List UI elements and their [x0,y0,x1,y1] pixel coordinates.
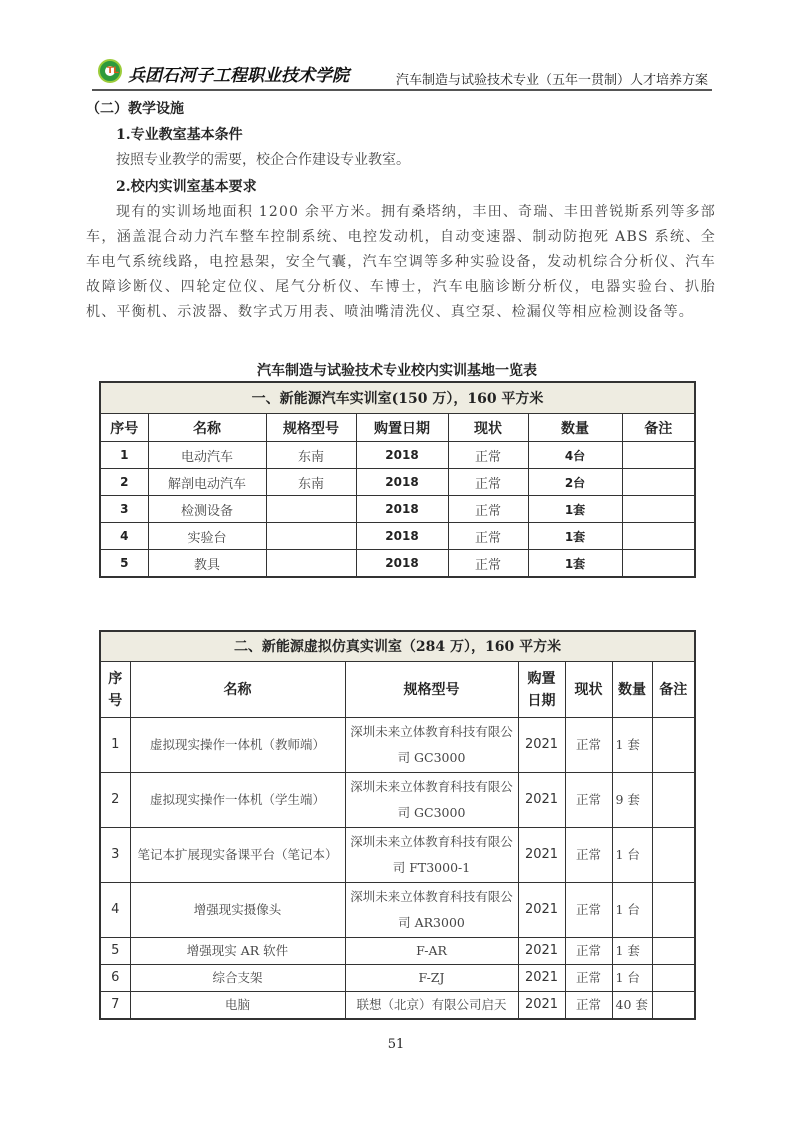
table-cell: 40 套 [612,992,652,1020]
table-cell: 2018 [356,442,448,469]
document-title: 汽车制造与试验技术专业（五年一贯制）人才培养方案 [395,73,708,88]
table-cell: 2台 [528,469,622,496]
table-cell: 深圳未来立体教育科技有限公司 AR3000 [345,883,518,938]
column-header: 名称 [148,414,266,442]
table-cell: 1套 [528,496,622,523]
table-cell: 1 台 [612,965,652,992]
table-cell: 2021 [518,828,565,883]
table-row [100,442,695,469]
table-cell: 2018 [356,496,448,523]
table-cell: 教具 [148,550,266,578]
table-cell: 增强现实摄像头 [130,883,345,938]
school-logo-icon: TL [98,59,122,83]
column-header: 数量 [612,662,652,718]
table-cell [266,523,356,550]
table-cell: 2018 [356,550,448,578]
subsection-heading-1: 1.专业教室基本条件 [116,127,243,143]
table-cell: 6 [100,965,130,992]
table-cell [652,828,695,883]
table-title: 一、新能源汽车实训室(150 万），160 平方米 [100,382,695,414]
column-header: 备注 [652,662,695,718]
table-cell: 虚拟现实操作一体机（教师端） [130,718,345,773]
column-header: 规格型号 [266,414,356,442]
table-cell [652,718,695,773]
section-body [86,96,716,326]
table-cell: 1 [100,442,148,469]
table-row [100,718,695,773]
table-cell [622,550,695,578]
table-header-row [100,662,695,718]
column-header: 序号 [100,662,130,718]
table-cell: 4 [100,523,148,550]
table-cell: 7 [100,992,130,1020]
table-cell: 正常 [565,992,612,1020]
table-cell [266,550,356,578]
table-cell: 3 [100,828,130,883]
table-cell: 检测设备 [148,496,266,523]
page-number: 51 [387,1037,405,1052]
table-cell: 正常 [448,550,528,578]
table-cell [622,469,695,496]
table-cell: 正常 [565,883,612,938]
table-cell: 解剖电动汽车 [148,469,266,496]
table-cell: 2 [100,469,148,496]
table-cell: 1 台 [612,883,652,938]
table-cell: 5 [100,550,148,578]
column-header: 规格型号 [345,662,518,718]
section-heading: （二）教学设施 [86,101,184,117]
table-cell: 深圳未来立体教育科技有限公司 FT3000-1 [345,828,518,883]
column-header: 购置日期 [356,414,448,442]
table-header-row [100,414,695,442]
table-row [100,496,695,523]
table-row [100,550,695,578]
table-cell [652,965,695,992]
table-cell: 2021 [518,992,565,1020]
table-cell: 2021 [518,938,565,965]
table-cell: 正常 [565,828,612,883]
column-header: 现状 [565,662,612,718]
school-name: 兵团石河子工程职业技术学院 [128,66,349,86]
table-cell: 正常 [565,938,612,965]
table-cell: 1 台 [612,828,652,883]
table-cell: 4台 [528,442,622,469]
table-cell: 深圳未来立体教育科技有限公司 GC3000 [345,718,518,773]
table-cell [652,938,695,965]
table-cell: 2021 [518,965,565,992]
table-cell: 2021 [518,718,565,773]
table-cell: 正常 [448,496,528,523]
column-header: 备注 [622,414,695,442]
table-cell: 1 套 [612,718,652,773]
table-row [100,992,695,1020]
table-cell [652,773,695,828]
table-new-energy-lab [99,381,696,578]
table-cell: 正常 [448,523,528,550]
table-cell: 东南 [266,442,356,469]
table-cell: 1 套 [612,938,652,965]
table-cell: 实验台 [148,523,266,550]
table-cell [622,442,695,469]
table-cell: 2018 [356,523,448,550]
subsection-heading-2: 2.校内实训室基本要求 [116,178,257,195]
table-cell: 综合支架 [130,965,345,992]
table-cell: 增强现实 AR 软件 [130,938,345,965]
table-cell: 深圳未来立体教育科技有限公司 GC3000 [345,773,518,828]
table-cell: 2 [100,773,130,828]
table-cell: 东南 [266,469,356,496]
column-header: 数量 [528,414,622,442]
table-cell: 1套 [528,550,622,578]
table-row [100,773,695,828]
table-cell: 虚拟现实操作一体机（学生端） [130,773,345,828]
table-cell: 联想（北京）有限公司启天 [345,992,518,1020]
table-row [100,828,695,883]
table-cell [652,883,695,938]
column-header: 序号 [100,414,148,442]
table-cell: 3 [100,496,148,523]
table-cell [622,523,695,550]
table-cell [622,496,695,523]
table-cell: 笔记本扩展现实备课平台（笔记本） [130,828,345,883]
table-title: 二、新能源虚拟仿真实训室（284 万），160 平方米 [100,631,695,662]
table-cell: 5 [100,938,130,965]
table-cell: 4 [100,883,130,938]
table-row [100,523,695,550]
table-cell: F-AR [345,938,518,965]
table-virtual-sim-lab [99,630,696,1020]
table-cell: 2021 [518,773,565,828]
table-cell: 正常 [565,718,612,773]
table-cell: 正常 [565,965,612,992]
table-cell: 正常 [565,773,612,828]
table-row [100,965,695,992]
table-cell [266,496,356,523]
table-cell [652,992,695,1020]
table-row [100,883,695,938]
subsection-text-1: 按照专业教学的需要，校企合作建设专业教室。 [116,152,410,168]
table-caption: 汽车制造与试验技术专业校内实训基地一览表 [257,363,537,379]
table-cell: 1套 [528,523,622,550]
column-header: 现状 [448,414,528,442]
table-row [100,938,695,965]
table-cell: 2018 [356,469,448,496]
table-cell: 正常 [448,469,528,496]
table-cell: 正常 [448,442,528,469]
column-header: 名称 [130,662,345,718]
subsection-text-2: 现有的实训场地面积 1200 余平方米。拥有桑塔纳，丰田、奇瑞、丰田普锐斯系列等多部车，涵盖混合动力汽车整车控制系统、电控发动机，自动变速器、制动防抱死 ABS 系统、全车电气系统线路，电控悬架，安全气囊，汽车空调等多种实验设备，发动机综合分析仪、汽车故障诊断仪、四轮定位仪、尾气分析仪、车博士，汽车电脑诊断分析仪，电器实验台、扒胎机、平衡机、示波器、数字式万用表、喷油嘴清洗仪、真空泵、检漏仪等相应检测设备等。 [86,203,716,321]
table-cell: F-ZJ [345,965,518,992]
page-header [92,55,712,91]
table-cell: 电脑 [130,992,345,1020]
table-cell: 9 套 [612,773,652,828]
table-row [100,469,695,496]
column-header: 购置日期 [518,662,565,718]
table-cell: 2021 [518,883,565,938]
table-cell: 电动汽车 [148,442,266,469]
table-cell: 1 [100,718,130,773]
